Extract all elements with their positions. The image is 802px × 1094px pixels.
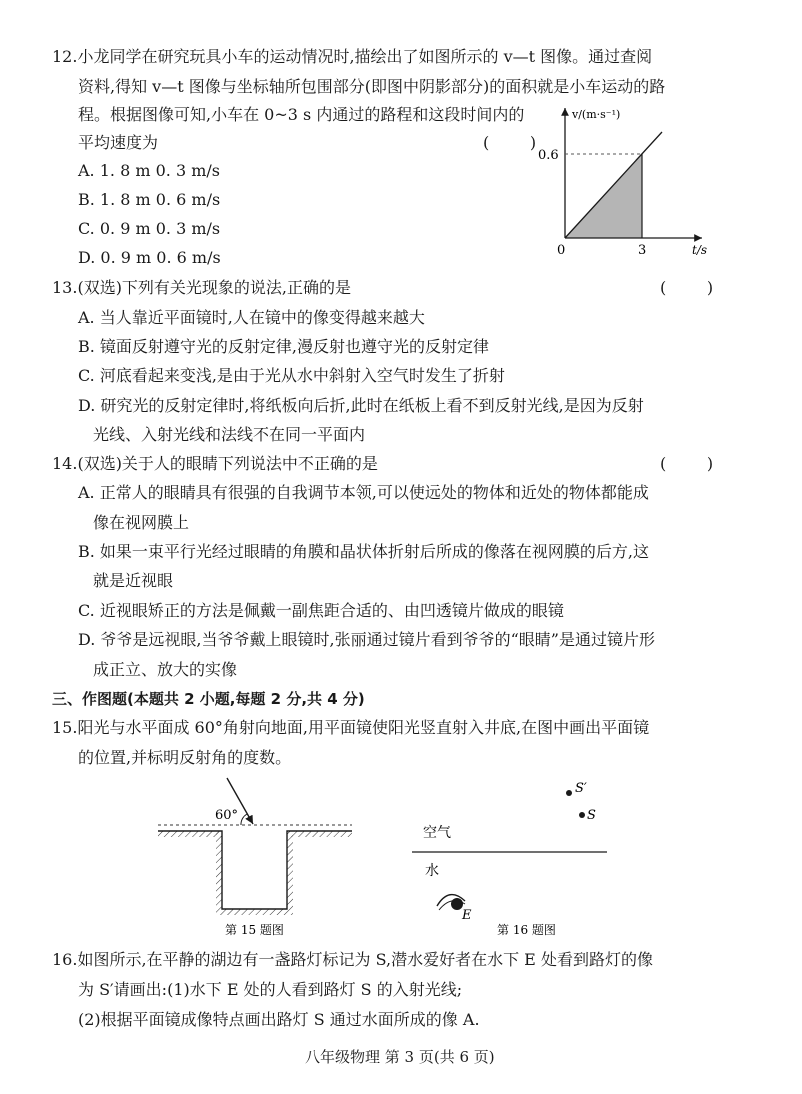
q12-line3: 程。根据图像可知,小车在 0~3 s 内通过的路程和这段时间内的: [78, 105, 525, 124]
q12-answer-bracket: ( ): [483, 133, 537, 152]
well-left-hatch: [216, 831, 222, 909]
q14-option-c: C. 近视眼矫正的方法是佩戴一副焦距合适的、由凹透镜片做成的眼镜: [78, 601, 564, 620]
q12-option-d: D. 0. 9 m 0. 6 m/s: [78, 248, 221, 267]
well-right-hatch: [287, 831, 293, 909]
q14-option-b-line1: B. 如果一束平行光经过眼睛的角膜和晶状体折射后所成的像落在视网膜的后方,这: [78, 542, 650, 561]
q13-option-d-line1: D. 研究光的反射定律时,将纸板向后折,此时在纸板上看不到反射光线,是因为反射: [78, 396, 644, 415]
y-tick-label: 0.6: [538, 148, 559, 163]
ground-right-hatch: [287, 831, 352, 837]
s-point: [579, 812, 585, 818]
e-label: E: [462, 908, 472, 923]
q14-option-b-line2: 就是近视眼: [93, 571, 174, 590]
eye-icon: [437, 895, 465, 910]
q12-line4: 平均速度为: [78, 133, 159, 152]
s-label: S: [587, 808, 596, 823]
y-axis-label: v/(m·s⁻¹): [572, 108, 621, 121]
s-prime-label: S′: [575, 781, 587, 796]
q13-stem: 13.(双选)下列有关光现象的说法,正确的是: [52, 278, 352, 297]
q12-option-a: A. 1. 8 m 0. 3 m/s: [78, 161, 220, 180]
q14-option-d-line1: D. 爷爷是远视眼,当爷爷戴上眼镜时,张丽通过镜片看到爷爷的“眼睛”是通过镜片形: [78, 630, 655, 649]
q13-answer-bracket: ( ): [660, 278, 714, 297]
q14-option-a-line1: A. 正常人的眼睛具有很强的自我调节本领,可以使远处的物体和近处的物体都能成: [78, 483, 649, 502]
well-bottom-hatch: [216, 909, 293, 915]
q13-option-a: A. 当人靠近平面镜时,人在镜中的像变得越来越大: [78, 308, 425, 327]
x-axis-label: t/s: [692, 243, 708, 257]
water-label: 水: [425, 863, 439, 879]
vt-graph: [530, 100, 720, 265]
angle-arc: [241, 814, 247, 825]
figure-15-caption: 第 15 题图: [225, 923, 284, 937]
section-3-heading: 三、作图题(本题共 2 小题,每题 2 分,共 4 分): [52, 690, 365, 708]
figure-16-caption: 第 16 题图: [497, 923, 556, 937]
ground-line: [158, 831, 352, 909]
q13-option-b: B. 镜面反射遵守光的反射定律,漫反射也遵守光的反射定律: [78, 337, 490, 356]
q12-option-c: C. 0. 9 m 0. 3 m/s: [78, 219, 221, 238]
q16-line2: 为 S′请画出:(1)水下 E 处的人看到路灯 S 的入射光线;: [78, 980, 463, 999]
q16-line1: 16.如图所示,在平静的湖边有一盏路灯标记为 S,潜水爱好者在水下 E 处看到路灯的像: [52, 950, 653, 969]
q12-line1: 12.小龙同学在研究玩具小车的运动情况时,描绘出了如图所示的 v—t 图像。通过查阅: [52, 47, 653, 66]
q12-option-b: B. 1. 8 m 0. 6 m/s: [78, 190, 221, 209]
q14-answer-bracket: ( ): [660, 454, 714, 473]
figure-16-lake: [407, 775, 617, 940]
s-prime-point: [566, 790, 572, 796]
q14-option-d-line2: 成正立、放大的实像: [93, 660, 238, 679]
q15-line1: 15.阳光与水平面成 60°角射向地面,用平面镜使阳光竖直射入井底,在图中画出平面镜: [52, 718, 650, 737]
page-footer: 八年级物理 第 3 页(共 6 页): [305, 1048, 495, 1066]
q14-option-a-line2: 像在视网膜上: [93, 513, 190, 532]
origin-label: 0: [557, 243, 566, 258]
ground-left-hatch: [158, 831, 222, 837]
x-tick-label: 3: [638, 243, 647, 258]
air-label: 空气: [423, 825, 451, 841]
q15-line2: 的位置,并标明反射角的度数。: [78, 748, 292, 767]
q13-option-c: C. 河底看起来变浅,是由于光从水中斜射入空气时发生了折射: [78, 366, 505, 385]
figure-15-well: [155, 775, 355, 940]
q14-stem: 14.(双选)关于人的眼睛下列说法中不正确的是: [52, 454, 378, 473]
q16-line3: (2)根据平面镜成像特点画出路灯 S 通过水面所成的像 A.: [78, 1010, 480, 1029]
q13-option-d-line2: 光线、入射光线和法线不在同一平面内: [93, 425, 366, 444]
angle-label: 60°: [215, 808, 239, 823]
q12-line2: 资料,得知 v—t 图像与坐标轴所包围部分(即图中阴影部分)的面积就是小车运动的路: [78, 77, 666, 96]
